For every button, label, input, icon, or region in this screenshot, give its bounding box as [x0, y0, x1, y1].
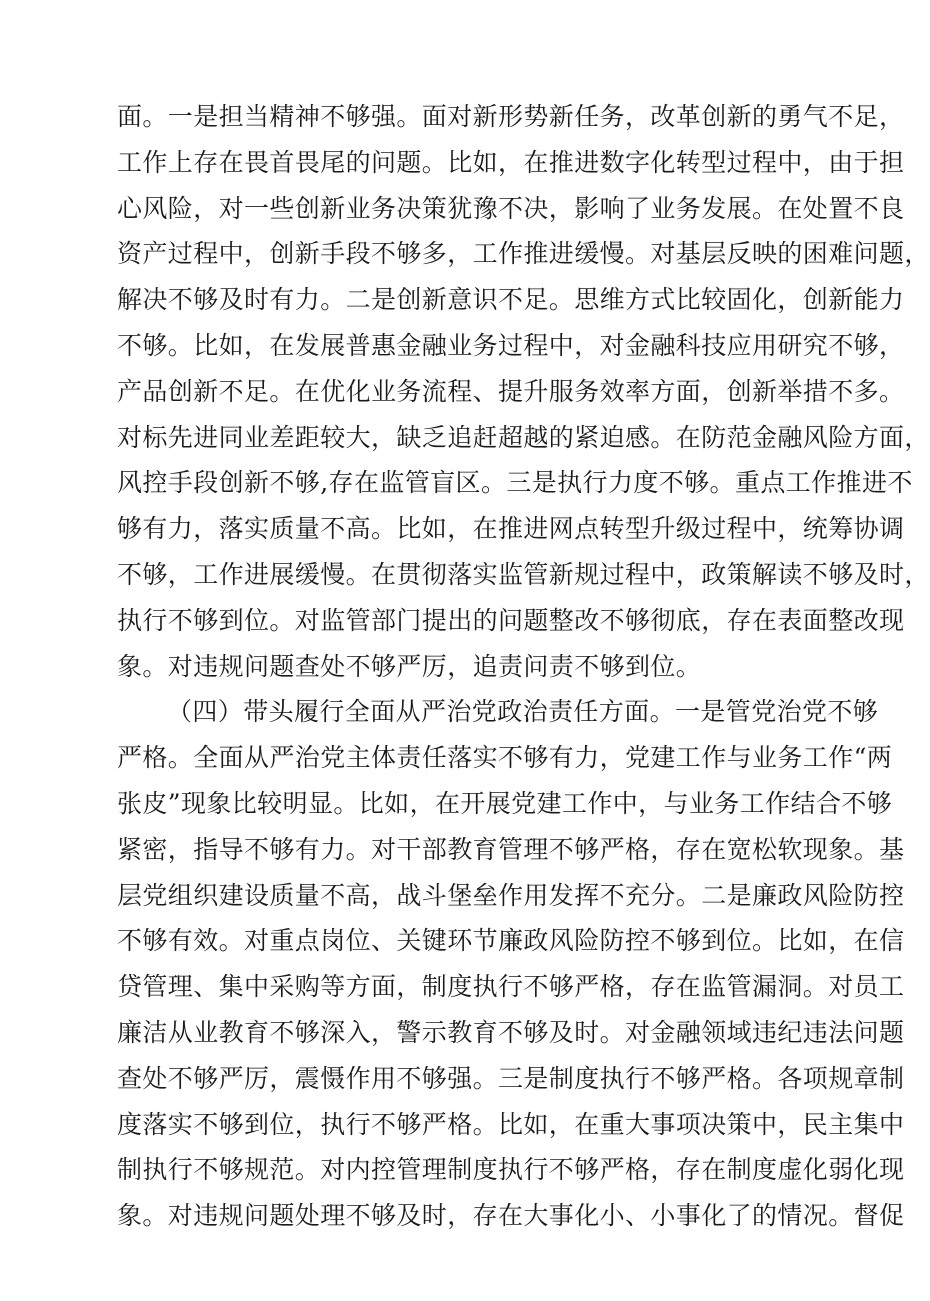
text-line: 不够，工作进展缓慢。在贯彻落实监管新规过程中，政策解读不够及时，	[117, 559, 930, 589]
document-body	[117, 94, 930, 1239]
text-line: 度落实不够到位，执行不够严格。比如，在重大事项决策中，民主集中	[117, 1109, 905, 1139]
text-line: 够有力，落实质量不高。比如，在推进网点转型升级过程中，统筹协调	[117, 514, 905, 544]
text-line: 象。对违规问题处理不够及时，存在大事化小、小事化了的情况。督促	[117, 1201, 905, 1231]
text-line: 心风险，对一些创新业务决策犹豫不决，影响了业务发展。在处置不良	[117, 193, 905, 223]
text-line: 层党组织建设质量不高，战斗堡垒作用发挥不充分。二是廉政风险防控	[117, 880, 905, 910]
text-line: 对标先进同业差距较大，缺乏追赶超越的紧迫感。在防范金融风险方面，	[117, 422, 930, 452]
text-line: 张皮”现象比较明显。比如，在开展党建工作中，与业务工作结合不够	[117, 788, 893, 818]
text-line: 执行不够到位。对监管部门提出的问题整改不够彻底，存在表面整改现	[117, 605, 905, 635]
text-line: 制执行不够规范。对内控管理制度执行不够严格，存在制度虚化弱化现	[117, 1155, 905, 1185]
text-line: 产品创新不足。在优化业务流程、提升服务效率方面，创新举措不多。	[117, 376, 905, 406]
text-line: 贷管理、集中采购等方面，制度执行不够严格，存在监管漏洞。对员工	[117, 972, 905, 1002]
text-line: 面。一是担当精神不够强。面对新形势新任务，改革创新的勇气不足，	[117, 102, 905, 131]
text-line: 不够。比如，在发展普惠金融业务过程中，对金融科技应用研究不够，	[117, 330, 905, 360]
text-line: 严格。全面从严治党主体责任落实不够有力，党建工作与业务工作“两	[117, 743, 893, 773]
text-line: 资产过程中，创新手段不够多，工作推进缓慢。对基层反映的困难问题，	[117, 239, 930, 269]
text-line: 不够有效。对重点岗位、关键环节廉政风险防控不够到位。比如，在信	[117, 926, 905, 956]
text-line: （四）带头履行全面从严治党政治责任方面。一是管党治党不够	[167, 697, 879, 727]
text-line: 紧密，指导不够有力。对干部教育管理不够严格，存在宽松软现象。基	[117, 834, 905, 864]
text-line: 廉洁从业教育不够深入，警示教育不够及时。对金融领域违纪违法问题	[117, 1017, 905, 1047]
text-line: 查处不够严厉，震慑作用不够强。三是制度执行不够严格。各项规章制	[117, 1063, 905, 1093]
text-line: 风控手段创新不够,存在监管盲区。三是执行力度不够。重点工作推进不	[117, 468, 913, 498]
text-line: 解决不够及时有力。二是创新意识不足。思维方式比较固化，创新能力	[117, 285, 905, 315]
text-line: 象。对违规问题查处不够严厉，追责问责不够到位。	[117, 651, 702, 681]
text-line: 工作上存在畏首畏尾的问题。比如，在推进数字化转型过程中，由于担	[117, 147, 905, 177]
